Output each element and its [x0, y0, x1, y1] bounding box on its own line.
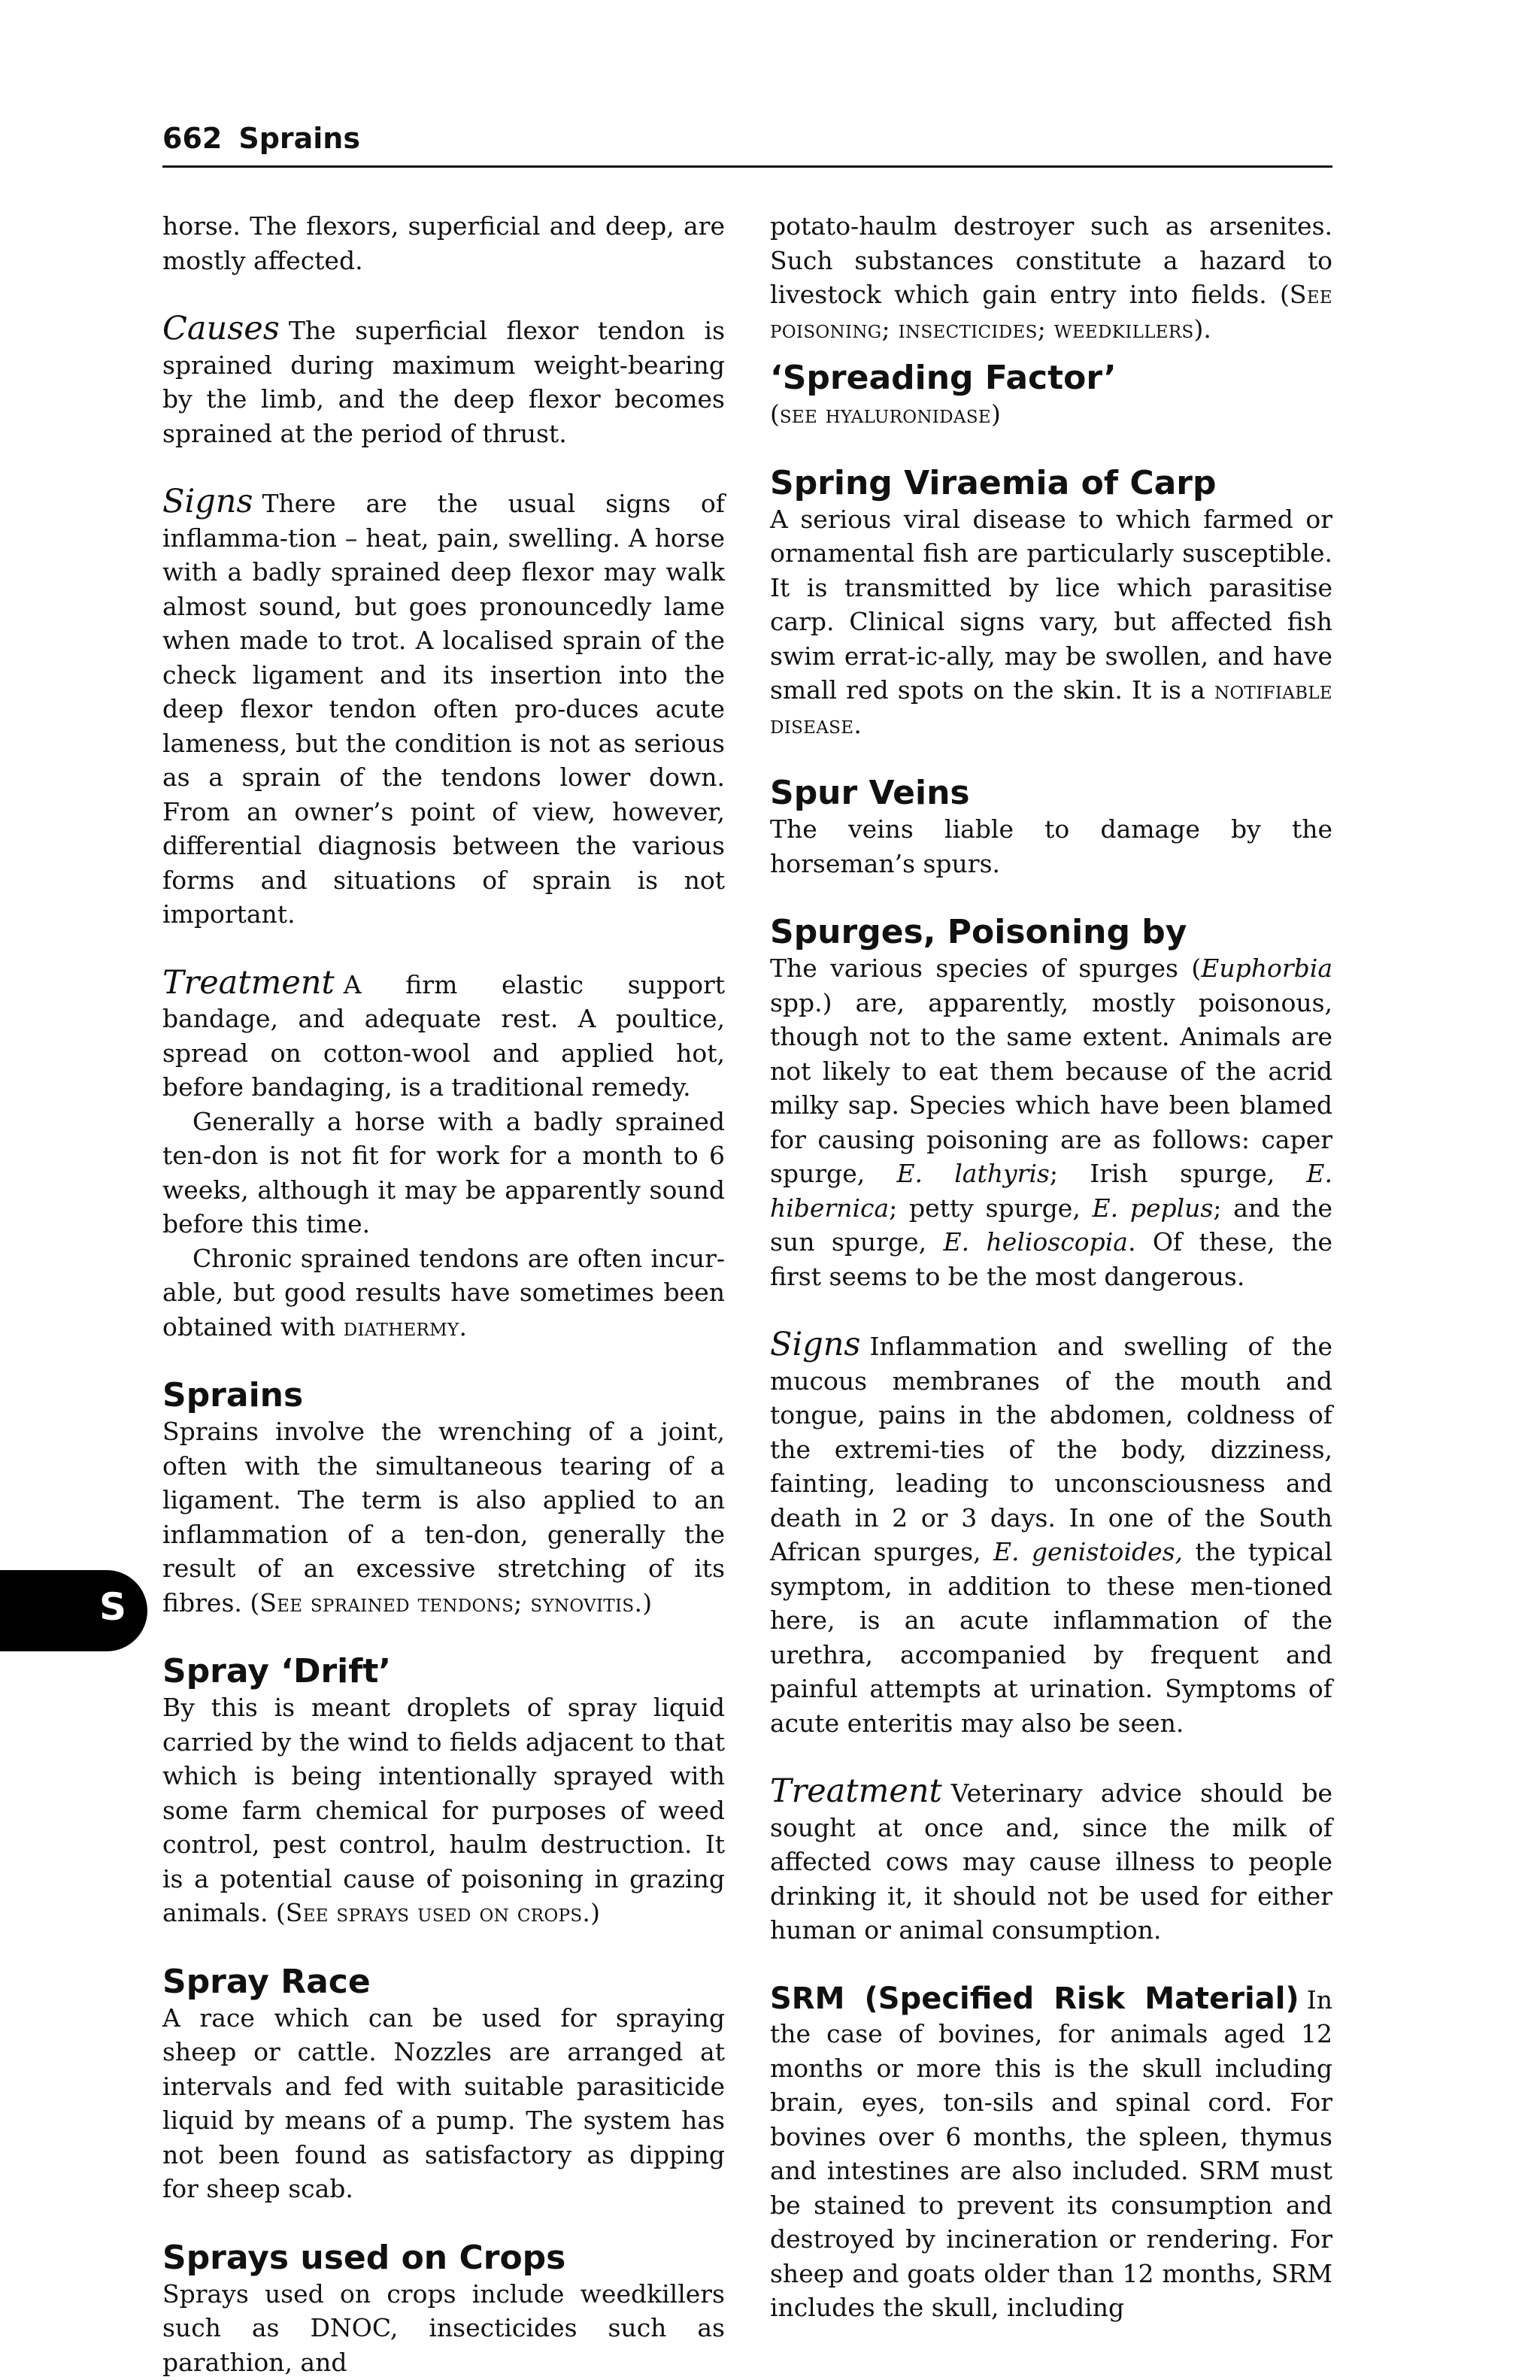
entry-body-sprains: Sprains involve the wrenching of a joint, often with the simultaneous tearing of a ligament. The term is also applied to an inflammation of a ten-don, generally the result of an excessive stretching of its fibres. (See sprained tendons; synovitis.) [162, 1417, 725, 1617]
left-column [162, 209, 725, 2379]
entry-body-spur-veins: The veins liable to damage by the horseman’s spurs. [770, 814, 1332, 878]
entry-heading-sprains: Sprains [162, 1376, 304, 1414]
spurges-treatment-paragraph: Treatment Veterinary advice should be sought at once and, since the milk of affected cows may cause illness to people drinking it, it should not be used for either human or animal consumption. [770, 1772, 1332, 1945]
entry-heading-spray-race: Spray Race [162, 1962, 371, 2001]
srm-entry: SRM (Specified Risk Material) In the case of bovines, for animals aged 12 months or more this is the skull including brain, eyes, ton-sils and spinal cord. For bovines over 6 months, the spleen, thymus and intestines are also included. SRM must be stained to prevent its consumption and destroyed by incineration or rendering. For sheep and goats older than 12 months, SRM includes the skull, including [770, 1981, 1332, 2322]
entry-heading-spur-veins: Spur Veins [770, 774, 970, 812]
entry-heading-spreading-factor: ‘Spreading Factor’ [770, 359, 1117, 397]
entry-body-spring-viraemia: A serious viral disease to which farmed or ornamental fish are particularly susceptible. It is transmitted by lice which parasitise carp. Clinical signs vary, but affected fish swim errat-ic-ally, may be swollen, and have small red spots on the skin. It is a notifiable disease. [770, 504, 1332, 739]
signs-subheading: Signs [162, 483, 253, 520]
entry-body-spreading-factor: (see hyaluronidase) [770, 399, 1001, 429]
right-column [770, 209, 1332, 2325]
cross-reference: sprays used on crops. [336, 1898, 591, 1927]
treatment-subheading: Treatment [770, 1772, 942, 1810]
cross-reference: sprained tendons; synovitis. [310, 1587, 643, 1617]
entry-heading-spurges: Spurges, Poisoning by [770, 913, 1187, 951]
running-head [162, 122, 1332, 168]
cross-reference: hyaluronidase [825, 399, 991, 429]
cross-reference: notifiable disease [770, 675, 1332, 739]
thumb-index-tab [0, 1570, 147, 1651]
entry-body-sprays-used-on-crops: Sprays used on crops include weedkillers such as DNOC, insecticides such as parathion, and [162, 2278, 725, 2377]
causes-paragraph: Causes The superficial flexor tendon is sprained during maximum weight-bearing by the limb, and the deep flexor becomes sprained at the period of thrust. [162, 310, 725, 448]
continued-text: horse. The flexors, superficial and deep, are mostly affected. [162, 211, 725, 275]
entry-body-spurges: The various species of spurges (Euphorbia spp.) are, apparently, mostly poisonous, though not to the same extent. Animals are not likely to eat them because of the acrid milky sap. Species which have been blamed for causing poisoning are as follows: caper spurge, E. lathyris; Irish spurge, E. hibernica; petty spurge, E. peplus; and the sun spurge, E. helioscopia. Of these, the first seems to be the most dangerous. [770, 954, 1333, 1291]
running-head-title: Sprains [238, 122, 360, 155]
treatment-paragraph-2: Generally a horse with a badly sprained ten-don is not fit for work for a month to 6 weeks, although it may be apparently sound before this time. [162, 1106, 725, 1239]
spurges-signs-paragraph: Signs Inflammation and swelling of the mucous membranes of the mouth and tongue, pains in the abdomen, coldness of the extremi-ties of the body, dizziness, fainting, leading to unconsciousness and death in 2 or 3 days. In one of the South African spurges, E. genistoides, the typical symptom, in addition to these men-tioned here, is an acute inflammation of the urethra, accompanied by frequent and painful attempts at urination. Symptoms of acute enteritis may also be seen. [770, 1326, 1332, 1738]
causes-subheading: Causes [162, 310, 280, 347]
entry-heading-srm: SRM (Specified Risk Material) [770, 1981, 1299, 2016]
treatment-paragraph-3: Chronic sprained tendons are often incur-able, but good results have sometimes been obtained with diathermy. [162, 1243, 725, 1342]
entry-body-spray-drift: By this is meant droplets of spray liquid carried by the wind to fields adjacent to that which is being intentionally sprayed with some farm chemical for purposes of weed control, pest control, haulm destruction. It is a potential cause of poisoning in grazing animals. (See sprays used on crops.) [162, 1693, 725, 1927]
page-number: 662 [162, 122, 223, 155]
entry-heading-sprays-used-on-crops: Sprays used on Crops [162, 2238, 566, 2277]
treatment-subheading: Treatment [162, 963, 335, 1002]
signs-paragraph: Signs There are the usual signs of inflamma-tion – heat, pain, swelling. A horse with a badly sprained deep flexor may walk almost sound, but goes pronouncedly lame when made to trot. A localised sprain of the check ligament and its insertion into the deep flexor tendon often pro-duces acute lameness, but the condition is not as serious as a sprain of the tendons lower down. From an owner’s point of view, however, differential diagnosis between the various forms and situations of sprain is not important. [162, 483, 725, 929]
entry-body-spray-race: A race which can be used for spraying sheep or cattle. Nozzles are arranged at intervals and fed with suitable parasiticide liquid by means of a pump. The system has not been found as satisfactory as dipping for sheep scab. [162, 2003, 725, 2203]
entry-heading-spray-drift: Spray ‘Drift’ [162, 1652, 392, 1690]
continued-text: potato-haulm destroyer such as arsenites. Such substances constitute a hazard to livestock which gain entry into fields. (See poisoning; insecticides; weedkillers). [770, 211, 1332, 344]
cross-reference: poisoning; insecticides; weedkillers [770, 314, 1194, 344]
treatment-paragraph: Treatment A firm elastic support bandage, and adequate rest. A poultice, spread on cotton-wool and applied hot, before bandaging, is a traditional remedy. [162, 963, 725, 1102]
entry-heading-spring-viraemia: Spring Viraemia of Carp [770, 463, 1217, 502]
thumb-index-letter: S [99, 1585, 126, 1629]
signs-subheading: Signs [770, 1326, 861, 1363]
cross-reference: diathermy [343, 1311, 459, 1342]
